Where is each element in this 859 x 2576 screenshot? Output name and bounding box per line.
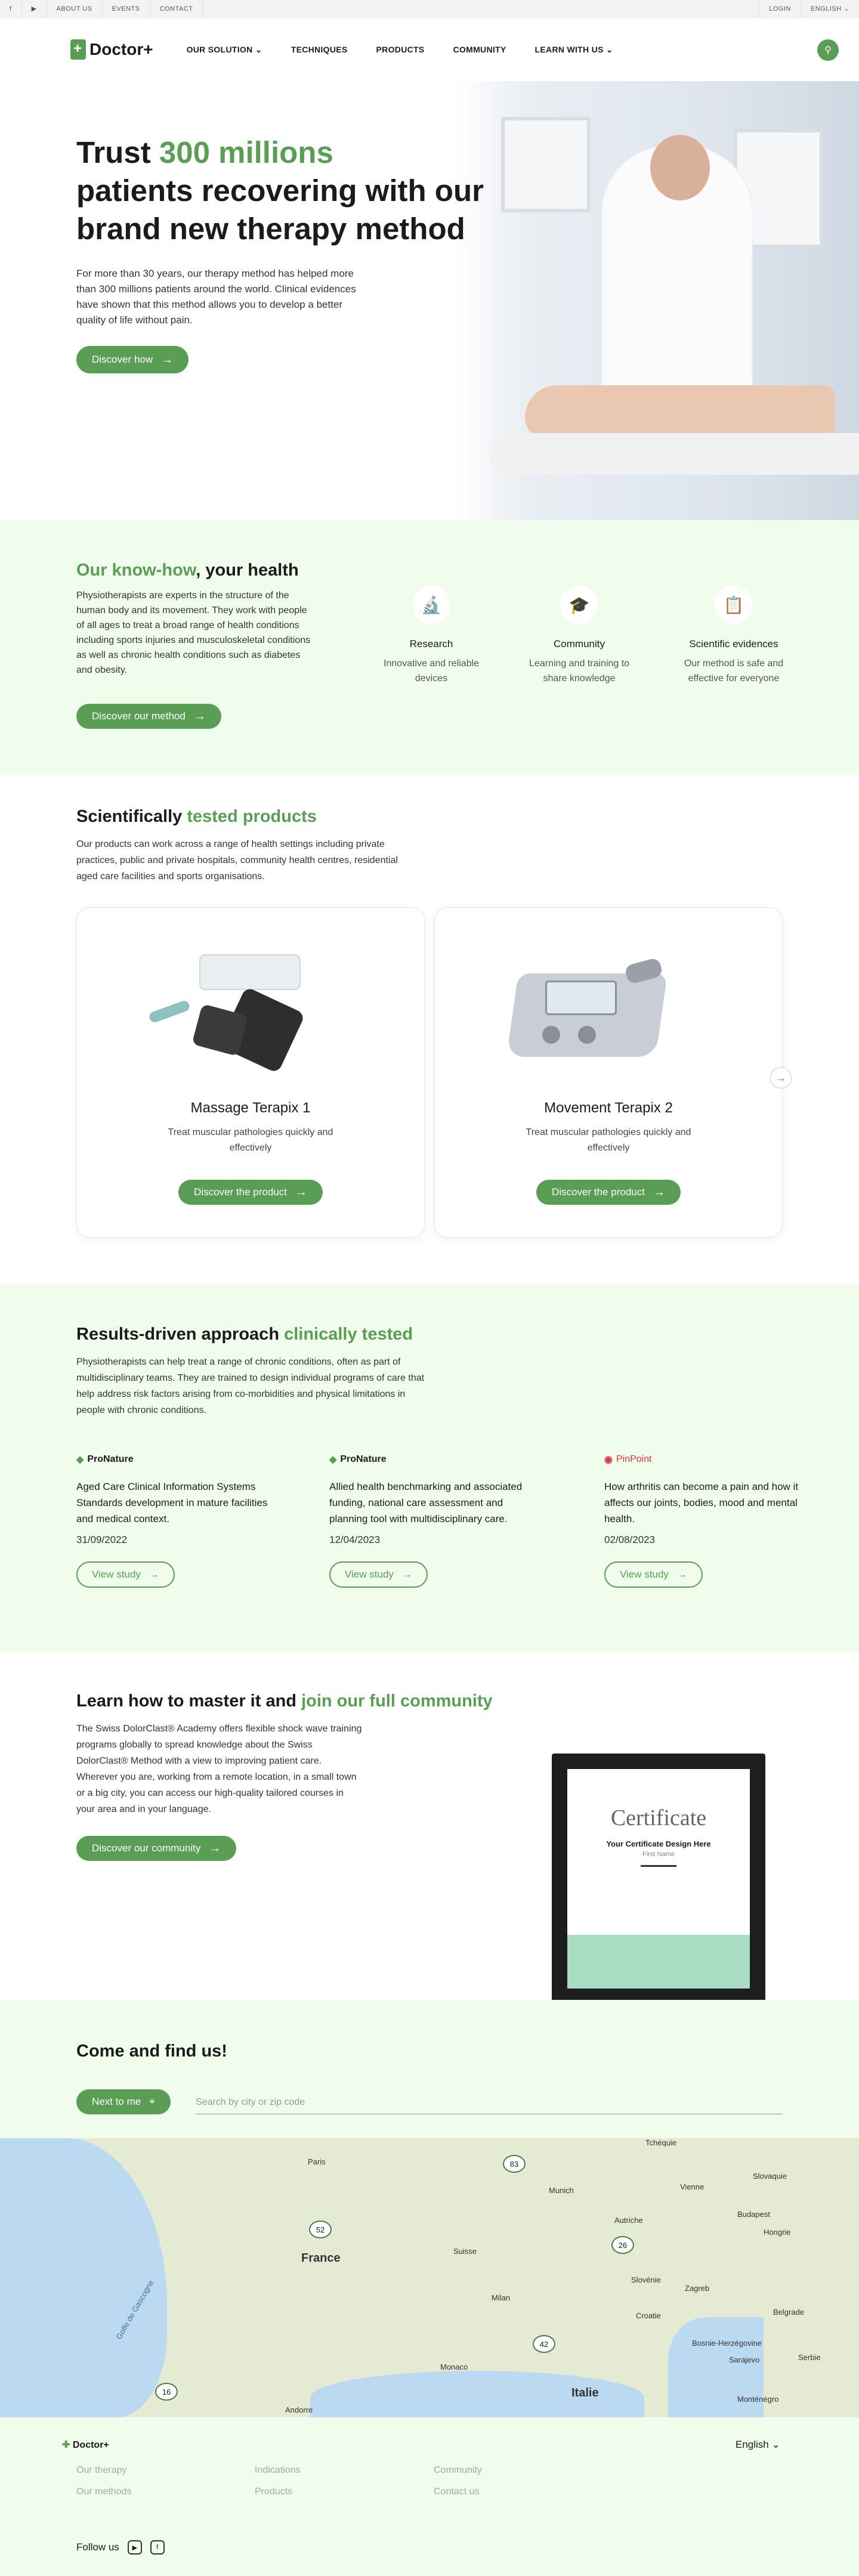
- findus-title: Come and find us!: [76, 2042, 227, 2061]
- community-section: [0, 1652, 859, 2000]
- study-brand: [76, 1454, 273, 1465]
- main-nav: [187, 45, 613, 55]
- device-knob: [578, 1026, 596, 1044]
- arrow-right-icon: →: [401, 1569, 412, 1580]
- hero-title-a: Trust: [76, 135, 159, 169]
- results-section: [0, 1284, 859, 1652]
- view-study-button[interactable]: [604, 1561, 703, 1588]
- search-icon: ⚲: [824, 45, 832, 55]
- map-label: Autriche: [614, 2216, 643, 2225]
- products-title-highlight: tested products: [187, 807, 317, 826]
- road-shield: 26: [611, 2236, 634, 2254]
- arrow-right-icon: →: [775, 1071, 786, 1084]
- product-card: [76, 907, 425, 1238]
- graduation-cap-icon: 🎓: [560, 586, 598, 624]
- road-shield: 83: [503, 2155, 526, 2173]
- footer-link[interactable]: Community: [434, 2465, 482, 2475]
- product-card: [434, 907, 783, 1238]
- map-label: Italie: [571, 2386, 599, 2399]
- hero-title-b: patients recovering with our brand new therapy method: [76, 174, 484, 246]
- discover-community-button[interactable]: [76, 1836, 236, 1861]
- device-knob: [542, 1026, 560, 1044]
- study-card: [329, 1454, 526, 1588]
- window-decor: [501, 117, 591, 212]
- certificate-divider: [641, 1865, 676, 1867]
- footer-language-select[interactable]: [736, 2439, 780, 2451]
- footer-link[interactable]: Indications: [255, 2465, 301, 2475]
- certificate-title: Certificate: [610, 1805, 707, 1830]
- view-study-button[interactable]: [76, 1561, 175, 1588]
- arrow-right-icon: →: [295, 1186, 307, 1199]
- study-card: [76, 1454, 273, 1588]
- footer: [0, 2417, 859, 2576]
- product-name: Movement Terapix 2: [544, 1100, 673, 1116]
- brand-name: ProNature: [340, 1454, 387, 1464]
- certificate: [567, 1769, 750, 1989]
- community-description: The Swiss DolorClast® Academy offers flexible shock wave training programs globally to spread knowledge about the Swiss DolorClast® Method with a view to improving patient care. Wherever you are, working from a remote location, in a small town or a big city, you can access our high-quality tailored courses in your area and in your language.: [76, 1724, 362, 1814]
- results-title-a: Results-driven approach: [76, 1325, 285, 1344]
- feature-title: Scientific evidences: [689, 638, 778, 650]
- feature-research: [375, 586, 488, 686]
- nav-products[interactable]: PRODUCTS: [376, 44, 425, 54]
- view-study-button[interactable]: [329, 1561, 428, 1588]
- map-label: France: [301, 2252, 341, 2265]
- logo-text: Doctor+: [89, 40, 153, 58]
- map-label: Slovénie: [631, 2275, 661, 2284]
- map-label: Sarajevo: [729, 2355, 760, 2364]
- logo[interactable]: [70, 39, 153, 60]
- feature-desc: Innovative and reliable devices: [383, 658, 480, 684]
- product-image: [435, 908, 782, 1075]
- map-label: Vienne: [680, 2182, 704, 2191]
- hero-description: For more than 30 years, our therapy method has helped more than 300 millions patients around the world. Clinical evidences have shown that this method allows you to develop a better quality of life without pain.: [76, 268, 356, 326]
- logo-mark-icon: [70, 39, 86, 60]
- language-label: English: [736, 2439, 769, 2450]
- discover-how-button[interactable]: [76, 346, 189, 373]
- facebook-icon[interactable]: f: [150, 2540, 165, 2555]
- certificate-subtitle: Your Certificate Design Here: [606, 1839, 711, 1848]
- patient-figure: [525, 385, 835, 439]
- certificate-band: [567, 1935, 750, 1989]
- hero-image: [453, 81, 859, 520]
- brand-name: PinPoint: [616, 1454, 652, 1464]
- results-title-highlight: clinically tested: [284, 1325, 413, 1344]
- study-card: [604, 1454, 801, 1588]
- road-shield: 52: [309, 2221, 332, 2238]
- study-date: 12/04/2023: [329, 1534, 381, 1545]
- search-button[interactable]: [817, 39, 839, 61]
- discover-method-button[interactable]: [76, 704, 221, 729]
- road-shield: 42: [533, 2335, 555, 2353]
- button-label: Next to me: [92, 2096, 141, 2107]
- map-label: Zagreb: [685, 2284, 710, 2293]
- button-label: View study: [345, 1569, 394, 1580]
- nav-techniques[interactable]: TECHNIQUES: [291, 44, 348, 54]
- button-label: Discover our method: [92, 710, 186, 722]
- product-desc: Treat muscular pathologies quickly and effectively: [526, 1127, 691, 1153]
- knowhow-title-highlight: Our know-how: [76, 561, 196, 580]
- study-date: 02/08/2023: [604, 1534, 656, 1545]
- button-label: View study: [92, 1569, 141, 1580]
- brand-name: ProNature: [87, 1454, 134, 1464]
- study-date: 31/09/2022: [76, 1534, 128, 1545]
- map-label: Suisse: [453, 2247, 477, 2256]
- products-section: [0, 775, 859, 1284]
- events-link[interactable]: EVENTS: [103, 0, 150, 18]
- results-description: Physiotherapists can help treat a range of chronic conditions, often as part of multidisciplinary teams. They are trained to design individual programs of care that help address risk factors arising from co-morbidities and physical limitations in people with chronic conditions.: [76, 1357, 425, 1415]
- button-label: Discover how: [92, 354, 153, 365]
- map-label: Budapest: [737, 2210, 770, 2219]
- youtube-icon[interactable]: ▶: [22, 0, 47, 18]
- language-label: ENGLISH: [810, 5, 842, 13]
- button-label: Discover our community: [92, 1842, 201, 1854]
- footer-logo[interactable]: [62, 2439, 109, 2451]
- feature-community: [523, 586, 636, 686]
- study-title: How arthritis can become a pain and how it affects our joints, bodies, mood and mental health.: [604, 1481, 799, 1524]
- top-bar: [0, 0, 859, 18]
- study-title: Aged Care Clinical Information Systems Standards development in mature facilities and medical context.: [76, 1481, 268, 1524]
- map-label: Hongrie: [764, 2228, 791, 2237]
- chevron-down-icon: ⌄: [843, 5, 849, 13]
- map-label: Tchéquie: [645, 2138, 677, 2147]
- facebook-icon[interactable]: f: [0, 0, 22, 18]
- device-screen: [545, 981, 617, 1015]
- handpiece: [148, 1000, 191, 1024]
- arrow-right-icon: →: [653, 1186, 665, 1199]
- footer-logo-text: Doctor+: [72, 2440, 109, 2450]
- hero-title: [76, 134, 506, 248]
- login-link[interactable]: LOGIN: [759, 0, 801, 18]
- discover-product-button[interactable]: [178, 1180, 323, 1205]
- study-brand: [604, 1454, 801, 1465]
- nav-label: LEARN WITH US: [534, 44, 604, 54]
- map-label: Bosnie-Herzégovine: [692, 2339, 762, 2348]
- map-label: Golfe de Gascogne: [114, 2278, 156, 2341]
- footer-link[interactable]: Products: [255, 2487, 293, 2497]
- arrow-right-icon: →: [149, 1569, 159, 1580]
- nav-community[interactable]: COMMUNITY: [453, 44, 506, 54]
- language-select[interactable]: [801, 0, 859, 18]
- community-title-a: Learn how to master it and: [76, 1691, 302, 1711]
- map-label: Paris: [308, 2157, 326, 2166]
- map-label: Milan: [492, 2293, 511, 2302]
- feature-desc: Our method is safe and effective for everyone: [684, 658, 784, 684]
- discover-product-button[interactable]: [536, 1180, 681, 1205]
- chevron-down-icon: ⌄: [771, 2439, 780, 2450]
- map-label: Croatie: [636, 2311, 661, 2320]
- hero-title-highlight: 300 millions: [159, 135, 333, 169]
- map-label: Serbie: [798, 2353, 821, 2362]
- device-body: [199, 954, 301, 990]
- search-placeholder: Search by city or zip code: [196, 2096, 305, 2107]
- hero-text: [76, 134, 506, 373]
- youtube-icon[interactable]: ▶: [128, 2540, 142, 2555]
- study-title: Allied health benchmarking and associated funding, national care assessment and planning tool with multidisciplinary care.: [329, 1481, 523, 1524]
- arrow-right-icon: →: [676, 1569, 687, 1580]
- location-map[interactable]: [0, 2138, 859, 2417]
- arrow-right-icon: →: [193, 710, 206, 723]
- product-image: [77, 908, 424, 1075]
- knowhow-title-rest: , your health: [196, 561, 299, 580]
- footer-link[interactable]: Our methods: [76, 2487, 132, 2497]
- map-label: Andorre: [285, 2405, 313, 2414]
- feature-title: Research: [409, 638, 453, 650]
- product-desc: Treat muscular pathologies quickly and effectively: [168, 1127, 333, 1153]
- map-label: Slovaquie: [753, 2172, 787, 2181]
- location-search-input[interactable]: [196, 2091, 783, 2114]
- next-to-me-button[interactable]: [76, 2089, 171, 2114]
- therapy-table: [489, 433, 859, 475]
- footer-link[interactable]: Contact us: [434, 2487, 480, 2497]
- button-label: View study: [620, 1569, 669, 1580]
- pronature-logo-icon: ◆: [76, 1455, 84, 1465]
- certificate-name: First Name: [642, 1851, 675, 1858]
- follow-label: Follow us: [76, 2541, 119, 2553]
- chevron-down-icon: ⌄: [605, 44, 613, 54]
- location-target-icon: ⌖: [149, 2096, 155, 2107]
- map-label: Munich: [549, 2186, 574, 2195]
- knowhow-description: Physiotherapists are experts in the structure of the human body and its movement. They work with people of all ages to treat a broad range of health conditions including sports injuries and musculoskeletal conditions as well as chronic health conditions such as diabetes and obesity.: [76, 590, 311, 675]
- feature-desc: Learning and training to share knowledge: [529, 658, 630, 684]
- map-label: Monténégro: [737, 2395, 779, 2404]
- carousel-next-button[interactable]: [770, 1067, 792, 1088]
- chevron-down-icon: ⌄: [255, 44, 262, 54]
- results-title: [76, 1325, 413, 1344]
- study-brand: [329, 1454, 526, 1465]
- about-us-link[interactable]: ABOUT US: [47, 0, 103, 18]
- knowhow-title: [76, 561, 299, 580]
- pronature-logo-icon: ◆: [329, 1455, 337, 1465]
- footer-link[interactable]: Our therapy: [76, 2465, 127, 2475]
- product-name: Massage Terapix 1: [190, 1100, 311, 1116]
- arrow-right-icon: →: [209, 1842, 221, 1855]
- logo-mark-icon: ✚: [62, 2440, 70, 2450]
- button-label: Discover the product: [194, 1186, 287, 1198]
- products-title-a: Scientifically: [76, 807, 187, 826]
- atlantic-sea: [0, 2138, 167, 2417]
- road-shield: 16: [155, 2383, 178, 2401]
- feature-title: Community: [554, 638, 605, 650]
- document-check-icon: 📋: [715, 586, 753, 624]
- map-label: Monaco: [440, 2362, 468, 2371]
- doctor-head: [650, 135, 710, 200]
- nav-label: OUR SOLUTION: [186, 44, 253, 54]
- button-label: Discover the product: [552, 1186, 645, 1198]
- map-label: Belgrade: [773, 2308, 805, 2317]
- products-title: [76, 807, 317, 827]
- findus-section: [0, 2000, 859, 2138]
- community-title-highlight: join our full community: [301, 1691, 493, 1711]
- hero-section: [0, 81, 859, 520]
- nav-our-solution[interactable]: [187, 45, 262, 55]
- certificate-frame: [552, 1754, 765, 2000]
- nav-learn-with-us[interactable]: [535, 45, 613, 55]
- arrow-right-icon: →: [161, 353, 174, 366]
- microscope-icon: 🔬: [412, 586, 450, 624]
- community-title: [76, 1691, 493, 1711]
- pinpoint-logo-icon: ◉: [604, 1455, 613, 1465]
- follow-us: [76, 2540, 165, 2555]
- feature-scientific: [677, 586, 790, 686]
- contact-link[interactable]: CONTACT: [150, 0, 203, 18]
- knowhow-section: [0, 520, 859, 775]
- products-description: Our products can work across a range of health settings including private practices, public and private hospitals, community health centres, residential aged care facilities and sports organisations.: [76, 839, 398, 882]
- main-header: [0, 18, 859, 81]
